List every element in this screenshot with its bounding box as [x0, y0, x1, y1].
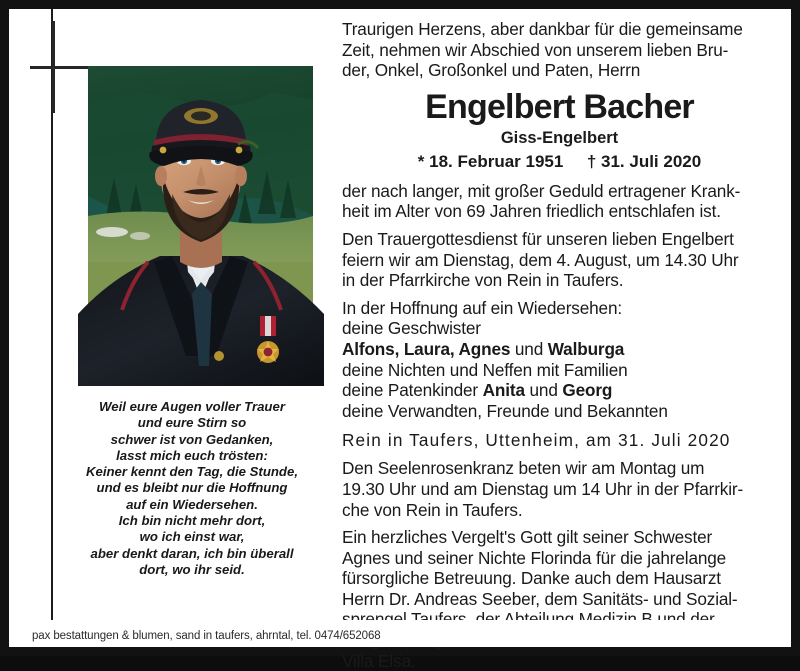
godchildren-label: deine Patenkinder: [342, 380, 483, 401]
siblings-names: [342, 339, 777, 360]
death-date: 31. Juli 2020: [601, 151, 702, 171]
life-dates: [342, 149, 777, 175]
left-column: [9, 9, 331, 620]
poem-line: auf ein Wiedersehen.: [126, 496, 258, 512]
memorial-poem: [61, 399, 323, 578]
intro-paragraph: [342, 19, 777, 81]
portrait-photo: [88, 66, 313, 386]
birth-symbol: *: [417, 151, 425, 171]
rosary-line: Den Seelenrosenkranz beten wir am Montag um: [342, 458, 705, 479]
godchildren-conjunction: und: [524, 380, 563, 401]
death-symbol: †: [586, 151, 597, 171]
cross-bar: [30, 66, 92, 69]
relatives-line: deine Verwandten, Freunde und Bekannten: [342, 400, 668, 421]
right-column: [331, 9, 791, 671]
rosary-line: 19.30 Uhr und am Dienstag um 14 Uhr in der Pfarrkir-: [342, 478, 744, 499]
thanks-line: Agnes und seiner Nichte Florinda für die jahrelange: [342, 547, 727, 568]
poem-line: und es bleibt nur die Hoffnung: [96, 480, 288, 496]
thanks-line: Villa Elsa.: [342, 650, 416, 671]
latin-cross-icon: [30, 21, 92, 113]
thanks-paragraph: [342, 527, 777, 671]
birth-date: 18. Februar 1951: [429, 151, 564, 171]
poem-line: schwer ist von Gedanken,: [110, 431, 274, 447]
poem-line: Weil eure Augen voller Trauer: [99, 399, 285, 414]
intro-line: Traurigen Herzens, aber dankbar für die gemeinsame: [342, 19, 743, 39]
intro-line: der, Onkel, Großonkel und Paten, Herrn: [342, 60, 641, 81]
footer-strip: [9, 620, 791, 647]
illness-line: der nach langer, mit großer Geduld ertragener Krank-: [342, 180, 741, 201]
poem-line: lasst mich euch trösten:: [116, 447, 268, 463]
godchildren-line: [342, 380, 777, 401]
thanks-line: Ein herzliches Vergelt's Gott gilt seiner Schwester: [342, 527, 713, 548]
service-line: feiern wir am Dienstag, dem 4. August, um 14.30 Uhr: [342, 249, 739, 270]
siblings-names-part2: Walburga: [547, 338, 625, 359]
godchild-georg: Georg: [562, 380, 613, 401]
nieces-nephews-line: deine Nichten und Neffen mit Familien: [342, 359, 628, 380]
illness-paragraph: [342, 181, 777, 222]
mourners-block: [342, 298, 777, 422]
hope-line: In der Hoffnung auf ein Wiedersehen:: [342, 297, 622, 318]
poem-line: aber denkt daran, ich bin überall: [90, 545, 294, 561]
poem-line: Keiner kennt den Tag, die Stunde,: [85, 464, 298, 480]
service-line: in der Pfarrkirche von Rein in Taufers.: [342, 270, 624, 291]
godchild-anita: Anita: [482, 380, 525, 401]
poem-line: wo ich einst war,: [139, 529, 245, 545]
thanks-line: Herrn Dr. Andreas Seeber, dem Sanitäts- und Sozial-: [342, 588, 738, 609]
poem-line: Ich bin nicht mehr dort,: [118, 513, 266, 529]
rosary-paragraph: [342, 458, 777, 520]
poem-line: und eure Stirn so: [137, 415, 247, 431]
funeral-home-credit: pax bestattungen & blumen, sand in taufers, ahrntal, tel. 0474/652068: [32, 630, 381, 642]
service-line: Den Trauergottesdienst für unseren lieben Engelbert: [342, 228, 734, 249]
siblings-conjunction: und: [510, 338, 548, 359]
service-paragraph: [342, 229, 777, 291]
siblings-label: deine Geschwister: [342, 318, 481, 339]
notice-sheet: [9, 9, 791, 671]
deceased-nickname: Giss-Engelbert: [500, 128, 619, 147]
place-and-date: Rein in Taufers, Uttenheim, am 31. Juli 2020: [342, 430, 731, 451]
siblings-names-part1: Alfons, Laura, Agnes: [342, 338, 511, 359]
illness-line: heit im Alter von 69 Jahren friedlich entschlafen ist.: [342, 201, 721, 222]
rosary-line: che von Rein in Taufers.: [342, 499, 523, 520]
poem-line: dort, wo ihr seid.: [139, 561, 245, 577]
deceased-name: Engelbert Bacher: [425, 87, 694, 126]
intro-line: Zeit, nehmen wir Abschied von unserem lieben Bru-: [342, 39, 729, 60]
thanks-line: fürsorgliche Betreuung. Danke auch dem Hausarzt: [342, 568, 721, 589]
